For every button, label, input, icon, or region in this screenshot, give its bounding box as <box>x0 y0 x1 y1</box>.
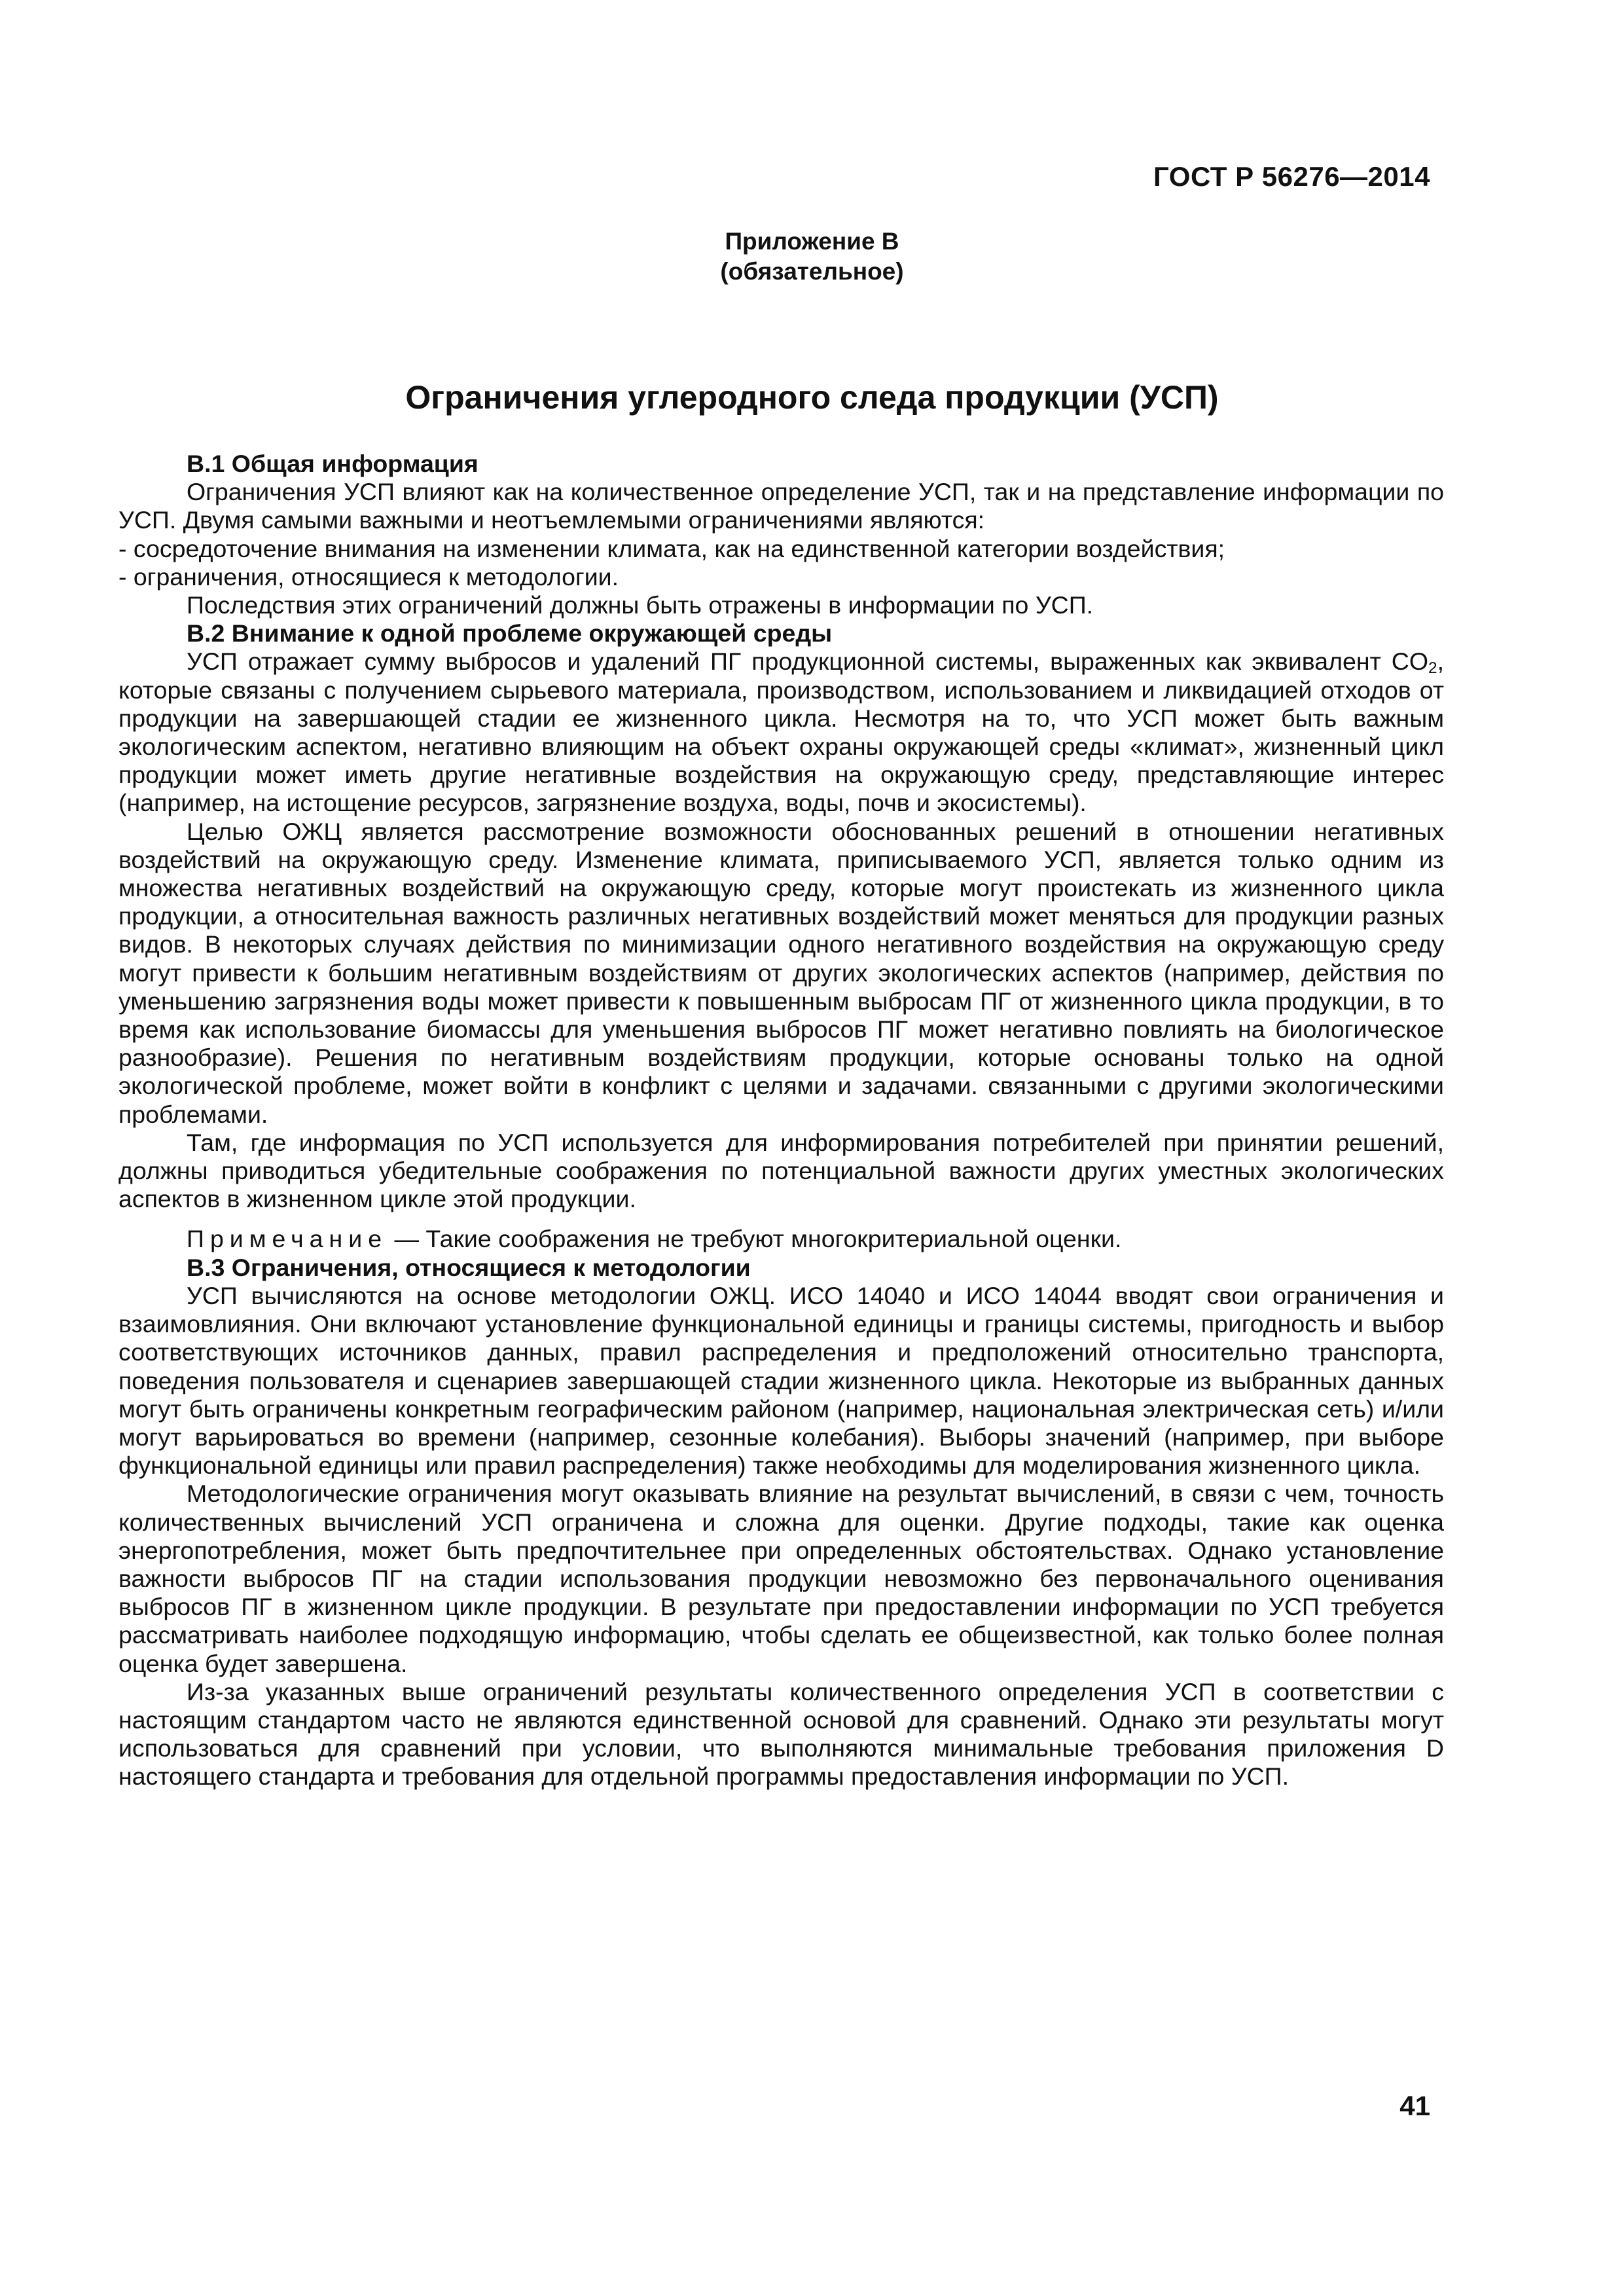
list-item: - ограничения, относящиеся к методологии. <box>118 562 619 591</box>
paragraph: Там, где информация по УСП используется для информирования потребителей при принятии решений, должны приводиться убедительные соображения по потенциальной важности других уместных экологических аспектов в жизненном цикле этой продукции. <box>118 1128 1444 1213</box>
page-number: 41 <box>1399 2090 1430 2121</box>
note-label: Примечание <box>187 1225 388 1253</box>
paragraph: Целью ОЖЦ является рассмотрение возможности обоснованных решений в отношении негативных воздействий на окружающую среду. Изменение климата, приписываемого УСП, является только одним из множества негативных воздействий на окружающую среду, которые могут проистекать из жизненного цикла продукции, а относительная важность различных негативных воздействий может меняться для продукции разных видов. В некоторых случаях действия по минимизации одного негативного воздействия на окружающую среду могут привести к большим негативным воздействиям от других экологических аспектов (например, действия по уменьшению загрязнения воды может привести к повышенным выбросам ПГ от жизненного цикла продукции, в то время как использование биомассы для уменьшения выбросов ПГ может негативно повлиять на биологическое разнообразие). Решения по негативным воздействиям продукции, которые основаны только на одной экологической проблеме, может войти в конфликт с целями и задачами. связанными с другими экологическими проблемами. <box>118 817 1444 1128</box>
paragraph: Ограничения УСП влияют как на количественное определение УСП, так и на представление информации по УСП. Двумя самыми важными и неотъемлемыми ограничениями являются: <box>118 478 1444 534</box>
note-text: — Такие соображения не требуют многокритериальной оценки. <box>388 1225 1122 1253</box>
page-title: Ограничения углеродного следа продукции (УСП) <box>405 379 1219 416</box>
paragraph-text: УСП отражает сумму выбросов и удалений ПГ продукционной системы, выраженных как эквивалент CO <box>187 647 1429 676</box>
paragraph <box>118 647 1444 817</box>
appendix-header <box>0 227 1624 287</box>
section-heading-b1: В.1 Общая информация <box>187 450 478 477</box>
appendix-status: (обязательное) <box>720 258 904 285</box>
paragraph: УСП вычисляются на основе методологии ОЖЦ. ИСО 14040 и ИСО 14044 вводят свои ограничения и взаимовлияния. Они включают установление функциональной единицы и границы системы, пригодность и выбор соответствующих источников данных, правил распределения и предположений относительно транспорта, поведения пользователя и сценариев завершающей стадии жизненного цикла. Некоторые из выбранных данных могут быть ограничены конкретным географическим районом (например, национальная электрическая сеть) и/или могут варьироваться во времени (например, сезонные колебания). Выборы значений (например, при выборе функциональной единицы или правил распределения) также необходимы для моделирования жизненного цикла. <box>118 1281 1444 1480</box>
paragraph: Из-за указанных выше ограничений результаты количественного определения УСП в соответствии с настоящим стандартом часто не являются единственной основой для сравнений. Однако эти результаты могут использоваться для сравнений при условии, что выполняются минимальные требования приложения D настоящего стандарта и требования для отдельной программы предоставления информации по УСП. <box>118 1677 1444 1791</box>
paragraph-text: , которые связаны с получением сырьевого материала, производством, использованием и ликвидацией отходов от продукции на завершающей стадии ее жизненного цикла. Несмотря на то, что УСП может быть важным экологическим аспектом, негативно влияющим на объект охраны окружающей среды «климат», жизненный цикл продукции может иметь другие негативные воздействия на окружающую среду, представляющие интерес (например, на истощение ресурсов, загрязнение воздуха, воды, почв и экосистемы). <box>118 647 1444 817</box>
subscript: 2 <box>1428 659 1437 678</box>
list-item: - сосредоточение внимания на изменении климата, как на единственной категории воздействия; <box>118 534 1225 562</box>
paragraph: Последствия этих ограничений должны быть отражены в информации по УСП. <box>187 591 1094 619</box>
section-heading-b2: В.2 Внимание к одной проблеме окружающей среды <box>187 619 833 647</box>
document-code: ГОСТ Р 56276—2014 <box>1153 161 1430 192</box>
note <box>118 1225 1444 1253</box>
appendix-label: Приложение В <box>725 228 899 255</box>
paragraph: Методологические ограничения могут оказывать влияние на результат вычислений, в связи с чем, точность количественных вычислений УСП ограничена и сложна для оценки. Другие подходы, такие как оценка энергопотребления, может быть предпочтительнее при определенных обстоятельствах. Однако установление важности выбросов ПГ на стадии использования продукции невозможно без первоначального оценивания выбросов ПГ в жизненном цикле продукции. В результате при предоставлении информации по УСП требуется рассматривать наиболее подходящую информацию, чтобы сделать ее общеизвестной, как только более полная оценка будет завершена. <box>118 1480 1444 1677</box>
document-body <box>118 450 1444 1791</box>
section-heading-b3: В.3 Ограничения, относящиеся к методологии <box>187 1253 751 1281</box>
